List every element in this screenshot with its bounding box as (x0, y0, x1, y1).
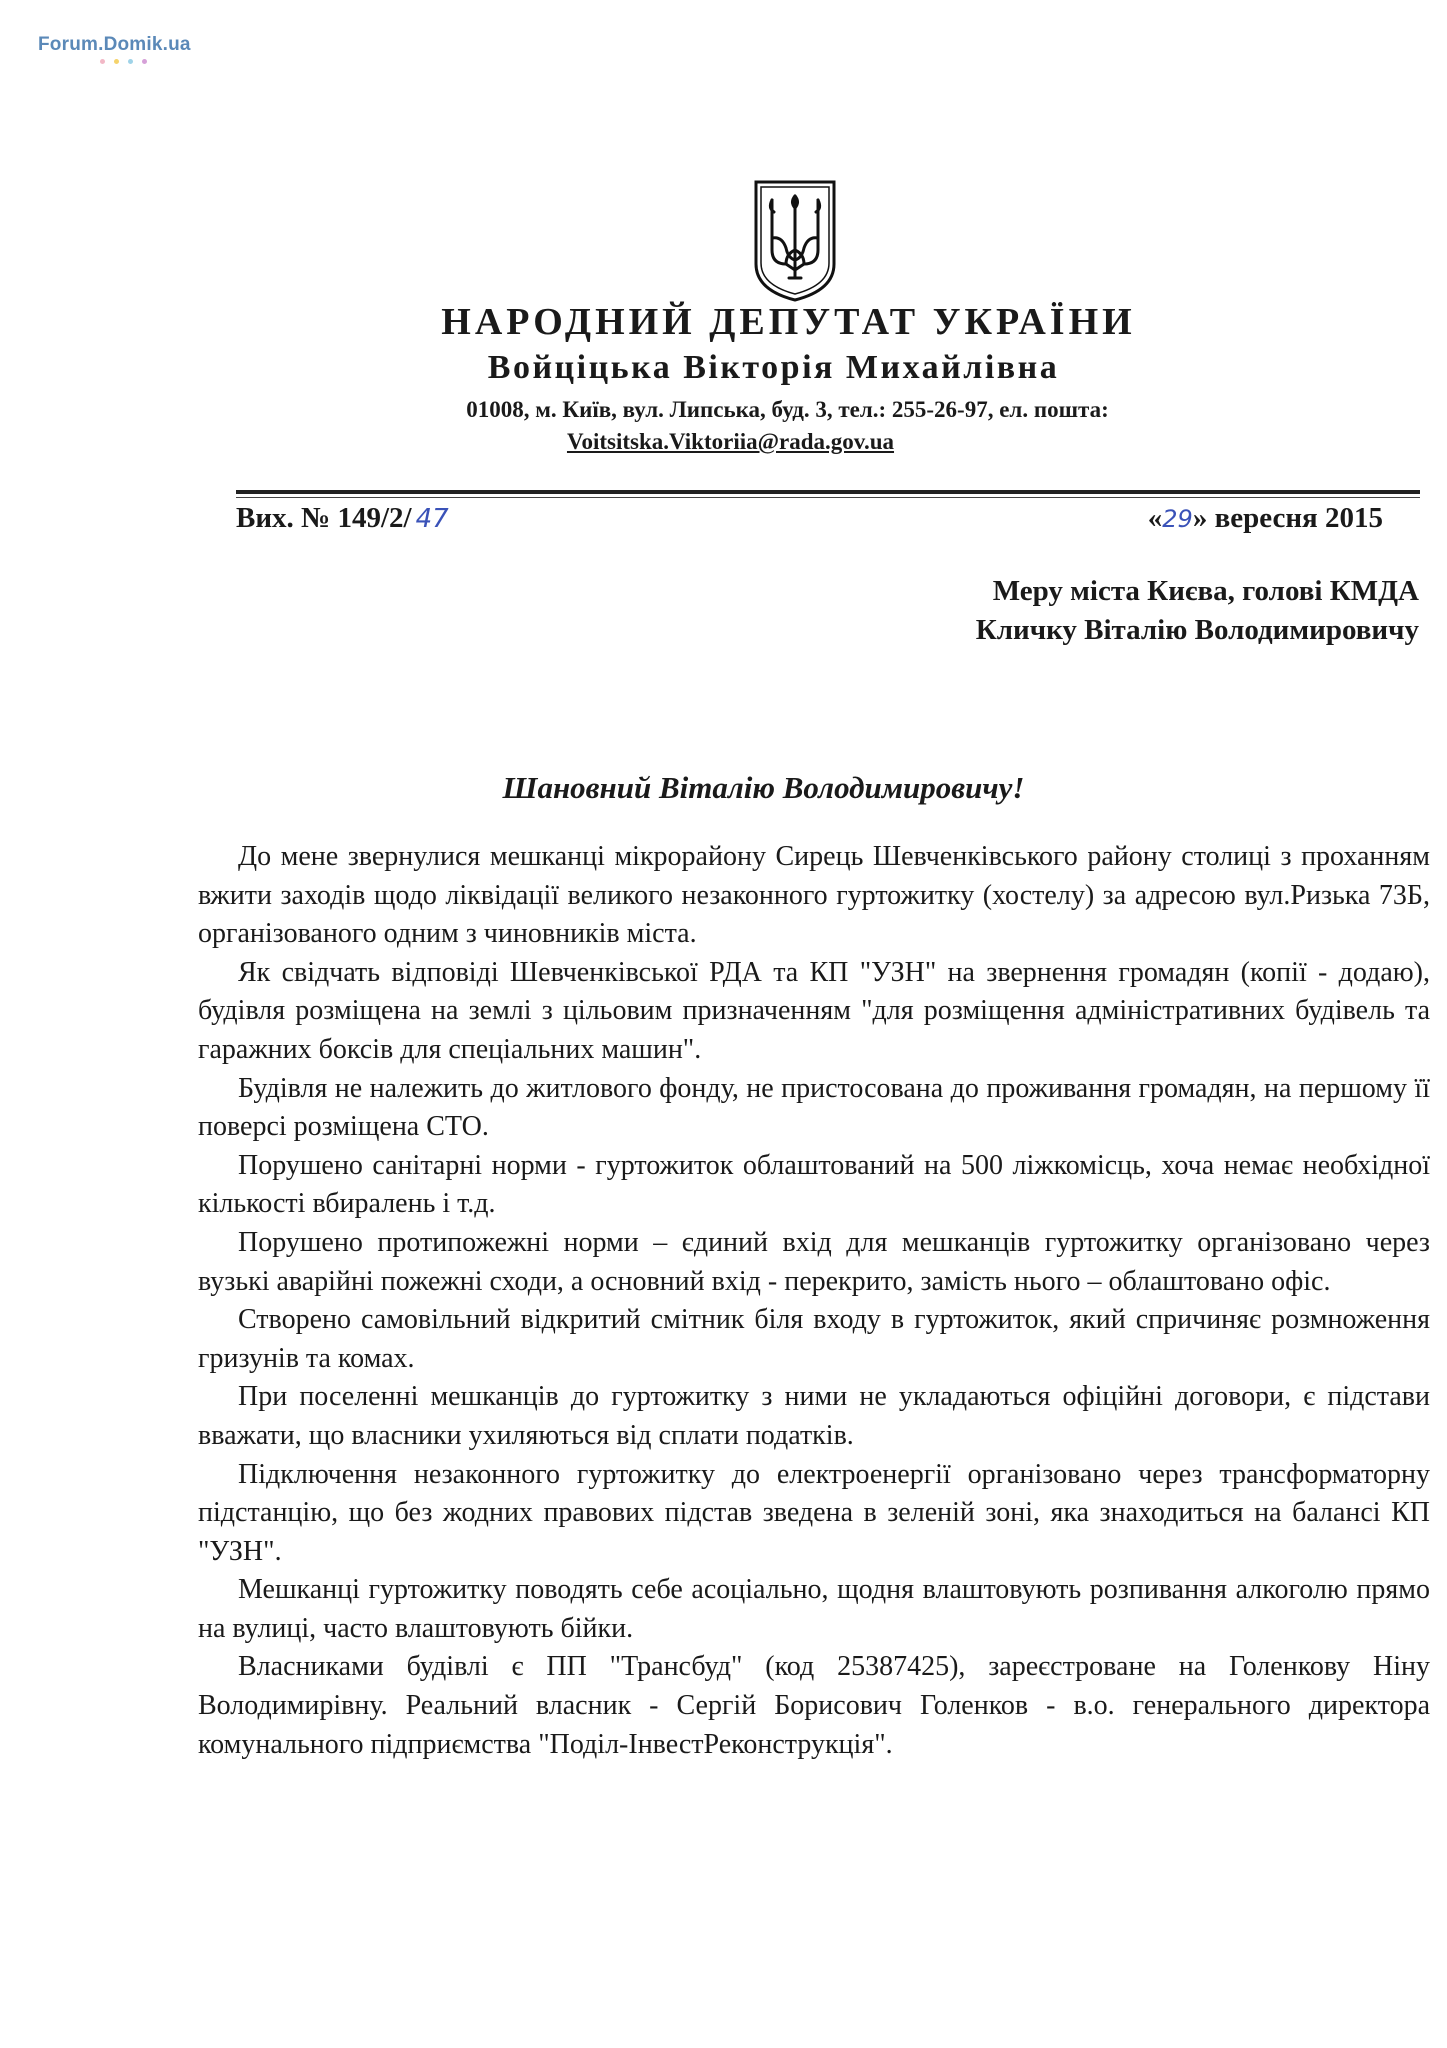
body-paragraph: Порушено протипожежні норми – єдиний вхід для мешканців гуртожитку організовано через вузькі аварійні пожежні сходи, а основний вхід - перекрито, замість нього – облаштовано офіс. (198, 1226, 1430, 1297)
addressee-block (976, 572, 1419, 650)
body-paragraph: Як свідчать відповіді Шевченківської РДА та КП "УЗН" на звернення громадян (копії - додаю), будівля розміщена на землі з цільовим призначенням "для розміщення адміністративних будівель та гаражних боксів для спеціальних машин". (198, 956, 1430, 1065)
addressee-line-1: Меру міста Києва, голові КМДА (992, 575, 1419, 607)
contact-email-link[interactable]: Voitsitska.Viktoriia@rada.gov.ua (566, 429, 895, 454)
body-paragraph: При поселенні мешканців до гуртожитку з ними не укладаються офіційні договори, є підстави вважати, що власники ухиляються від сплати податків. (198, 1381, 1430, 1451)
outgoing-number-label: Вих. № 149/2/ (236, 502, 412, 534)
watermark-text: Forum.Domik.ua (38, 34, 191, 55)
date-day-handwritten: 29 (1162, 505, 1193, 533)
trident-coat-of-arms-icon (752, 178, 838, 304)
body-paragraph: Підключення незаконного гуртожитку до електроенергії організовано через трансформаторну підстанцію, що без жодних правових підстав зведена в зеленій зоні, яка знаходиться на балансі КП "УЗН". (198, 1458, 1430, 1567)
watermark-dot (142, 59, 147, 64)
watermark-dots (38, 59, 191, 64)
watermark-logo (38, 34, 191, 64)
header-divider-thick (236, 490, 1420, 494)
watermark-dot (128, 59, 133, 64)
contact-email-line (0, 429, 1447, 455)
date-open: « (1147, 502, 1163, 534)
body-paragraph: Створено самовільний відкритий смітник біля входу в гуртожиток, який спричиняє розмноження гризунів та комах. (198, 1304, 1430, 1374)
addressee-line-2: Кличку Віталію Володимировичу (975, 614, 1419, 646)
letter-body (198, 838, 1430, 1764)
body-paragraph: Власниками будівлі є ПП "Трансбуд" (код 25387425), зареєстроване на Голенкову Ніну Володимирівну. Реальний власник - Сергій Борисович Голенков - в.о. генерального директора комунального підприємства "Поділ-ІнвестРеконструкція". (198, 1651, 1430, 1760)
outgoing-number (236, 502, 449, 535)
body-paragraph: Мешканці гуртожитку поводять себе асоціально, щодня влаштовують розпивання алкоголю прямо на вулиці, часто влаштовують бійки. (198, 1574, 1430, 1644)
contact-address: 01008, м. Київ, вул. Липська, буд. 3, тел.: 255-26-97, ел. пошта: (466, 397, 1109, 422)
body-paragraph: Будівля не належить до житлового фонду, не пристосована до проживання громадян, на першому її поверсі розміщена СТО. (198, 1072, 1430, 1143)
page-title: НАРОДНИЙ ДЕПУТАТ УКРАЇНИ (441, 301, 1136, 343)
letter-date (1148, 502, 1383, 535)
outgoing-number-handwritten: 47 (415, 504, 449, 534)
watermark-dot (100, 59, 105, 64)
body-paragraph: До мене звернулися мешканці мікрорайону Сирець Шевченківського району столиці з проханням вжити заходів щодо ліквідації великого незаконного гуртожитку (хостелу) за адресою вул.Ризька 73Б, організованого одним з чиновників міста. (198, 841, 1430, 950)
body-paragraph: Порушено санітарні норми - гуртожиток облаштований на 500 ліжкомісць, хоча немає необхідної кількості вбиралень і т.д. (198, 1149, 1430, 1220)
date-rest: » вересня 2015 (1192, 502, 1383, 534)
header-divider-thin (236, 497, 1420, 498)
greeting: Шановний Віталію Володимировичу! (502, 770, 1025, 805)
watermark-dot (114, 59, 119, 64)
deputy-name: Войціцька Вікторія Михайлівна (487, 349, 1060, 386)
